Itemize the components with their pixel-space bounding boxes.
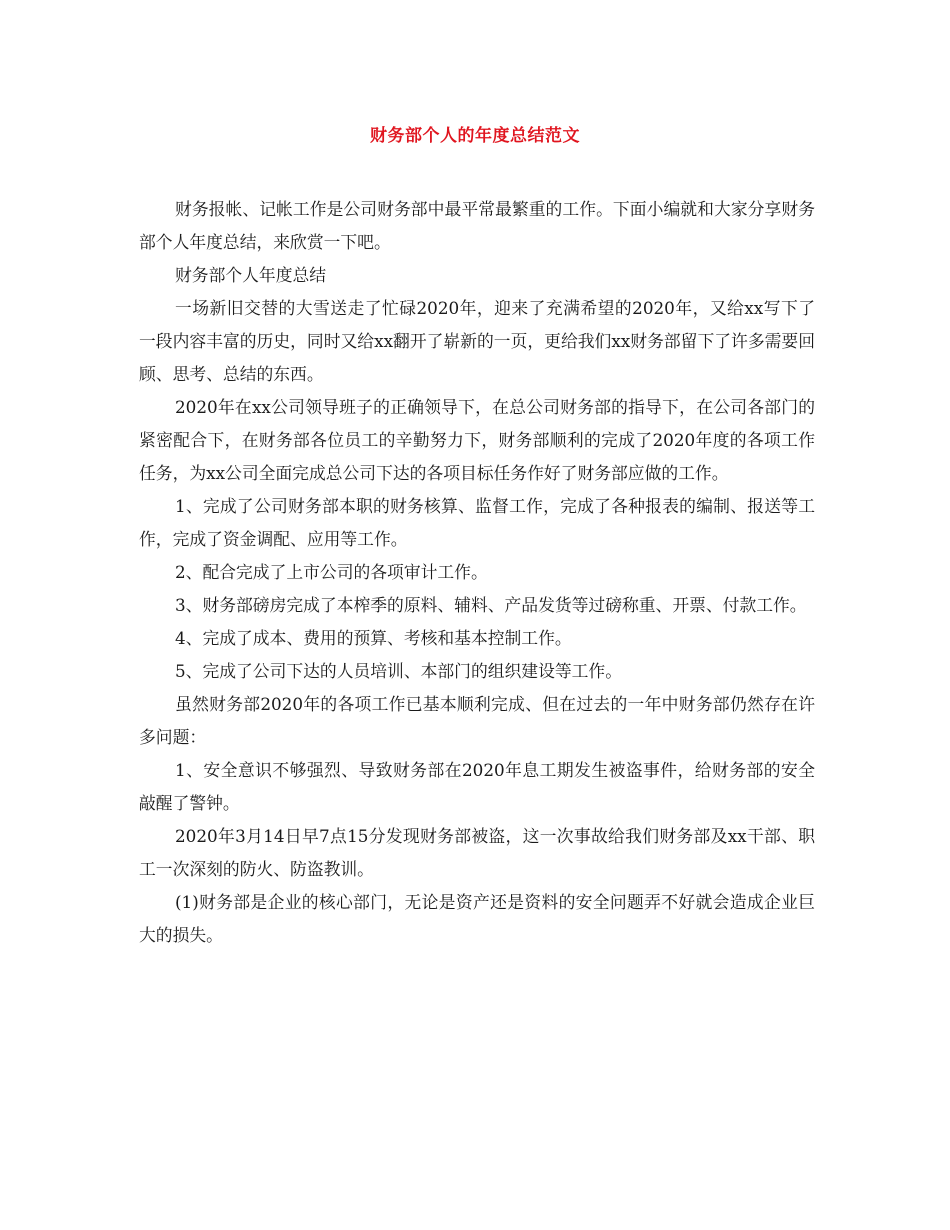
paragraph: 虽然财务部2020年的各项工作已基本顺利完成、但在过去的一年中财务部仍然存在许多问题： <box>139 694 815 747</box>
paragraph: 2020年3月14日早7点15分发现财务部被盗，这一次事故给我们财务部及xx干部、职工一次深刻的防火、防盗教训。 <box>139 826 815 879</box>
list-item: 5、完成了公司下达的人员培训、本部门的组织建设等工作。 <box>175 661 622 681</box>
paragraph: 2020年在xx公司领导班子的正确领导下，在总公司财务部的指导下，在公司各部门的紧密配合下，在财务部各位员工的辛勤努力下，财务部顺利的完成了2020年度的各项工作任务，为xx公司全面完成总公司下达的各项目标任务作好了财务部应做的工作。 <box>139 397 815 483</box>
document-title: 财务部个人的年度总结范文 <box>370 126 580 146</box>
list-item: 1、完成了公司财务部本职的财务核算、监督工作，完成了各种报表的编制、报送等工作，完成了资金调配、应用等工作。 <box>139 496 815 549</box>
paragraph-subheading: 财务部个人年度总结 <box>175 265 327 285</box>
paragraph-intro: 财务报帐、记帐工作是公司财务部中最平常最繁重的工作。下面小编就和大家分享财务部个人年度总结，来欣赏一下吧。 <box>139 199 815 252</box>
document-body <box>139 193 815 952</box>
list-item: 4、完成了成本、费用的预算、考核和基本控制工作。 <box>175 628 572 648</box>
list-item: 2、配合完成了上市公司的各项审计工作。 <box>175 562 488 582</box>
list-item: (1)财务部是企业的核心部门，无论是资产还是资料的安全问题弄不好就会造成企业巨大的损失。 <box>139 892 815 945</box>
list-item: 1、安全意识不够强烈、导致财务部在2020年息工期发生被盗事件，给财务部的安全敲醒了警钟。 <box>139 760 815 813</box>
list-item: 3、财务部磅房完成了本榨季的原料、辅料、产品发货等过磅称重、开票、付款工作。 <box>175 595 807 615</box>
paragraph: 一场新旧交替的大雪送走了忙碌2020年，迎来了充满希望的2020年，又给xx写下了一段内容丰富的历史，同时又给xx翻开了崭新的一页，更给我们xx财务部留下了许多需要回顾、思考、总结的东西。 <box>139 298 815 384</box>
